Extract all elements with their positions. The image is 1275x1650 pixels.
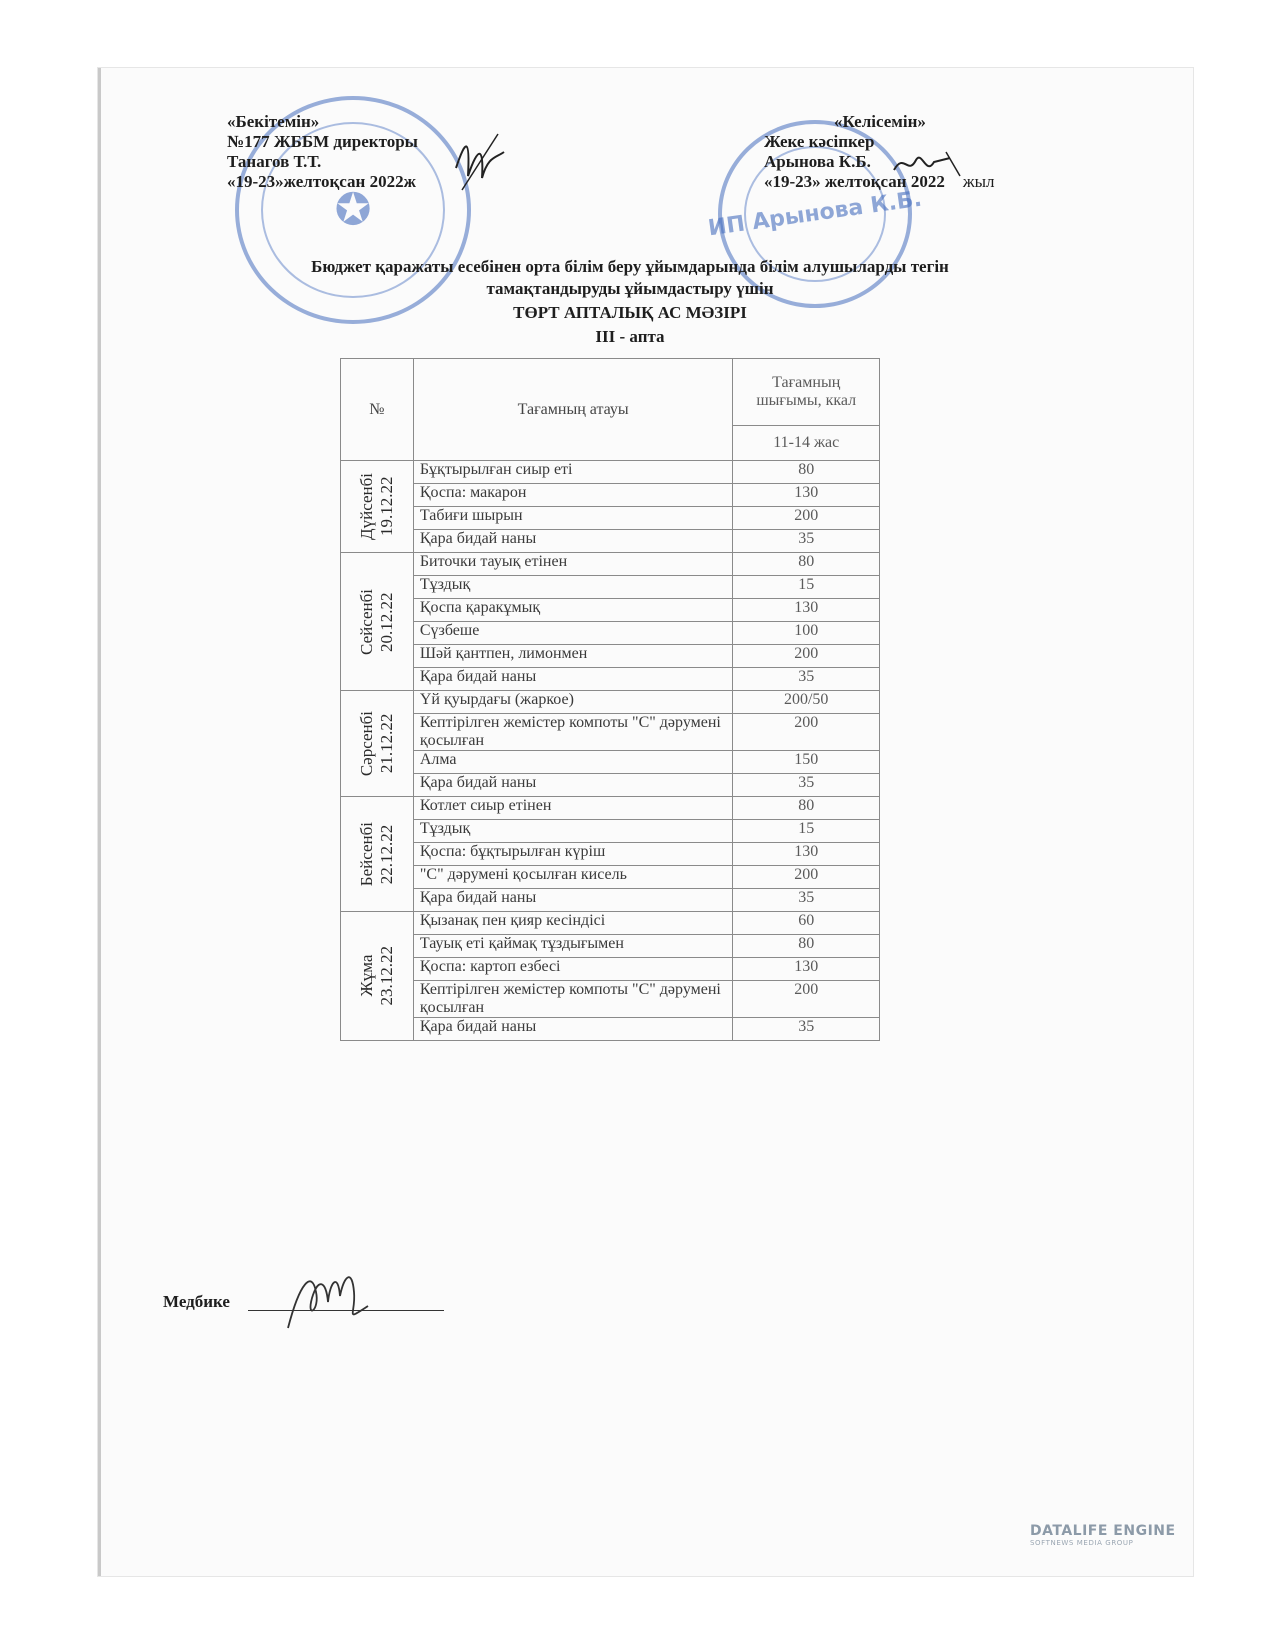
dish-name: Шәй қантпен, лимонмен [413, 645, 733, 668]
document-title: ТӨРТ АПТАЛЫҚ АС МӘЗІРІ [513, 303, 747, 322]
table-row [341, 645, 880, 668]
agree-date: «19-23» желтоқсан 2022 жыл [764, 172, 995, 191]
dish-kcal: 80 [733, 553, 880, 576]
approver-position: №177 ЖББМ директоры [227, 132, 418, 151]
dish-name: Бұқтырылған сиыр еті [413, 461, 733, 484]
day-name: Бейсенбі [356, 821, 376, 887]
heading-line-2: тамақтандыруды ұйымдастыру үшін [486, 279, 774, 298]
table-row [341, 530, 880, 553]
dish-kcal: 130 [733, 599, 880, 622]
table-row [341, 599, 880, 622]
stamp-text: ИП Арынова К.Б. [706, 186, 924, 242]
header-number: № [341, 359, 414, 461]
table-row [341, 935, 880, 958]
approval-block-left [227, 112, 418, 192]
day-cell [341, 912, 414, 1041]
day-cell [341, 553, 414, 691]
entrepreneur-signature [890, 146, 970, 186]
dish-name: Қызанақ пен қияр кесіндісі [413, 912, 733, 935]
day-cell [341, 691, 414, 797]
dish-name: Қара бидай наны [413, 889, 733, 912]
dish-kcal: 130 [733, 843, 880, 866]
dish-kcal: 15 [733, 576, 880, 599]
stamp-emblem-icon: ✪ [334, 184, 372, 236]
approve-title: «Бекітемін» [227, 112, 320, 131]
dish-name: Табиғи шырын [413, 507, 733, 530]
day-cell [341, 461, 414, 553]
table-row [341, 576, 880, 599]
table-row [341, 912, 880, 935]
header-dish-name: Тағамның атауы [413, 359, 733, 461]
table-row [341, 797, 880, 820]
day-name: Дүйсенбі [356, 473, 376, 540]
day-date: 23.12.22 [376, 946, 396, 1006]
table-row [341, 484, 880, 507]
header-yield: Тағамның шығымы, ккал [733, 359, 880, 426]
dish-name: Кептірілген жемістер компоты "С" дәрумені қосылған [413, 981, 733, 1018]
dish-name: Қоспа: макарон [413, 484, 733, 507]
dish-kcal: 200 [733, 645, 880, 668]
day-name: Жұма [356, 955, 376, 997]
table-row [341, 461, 880, 484]
watermark-subtitle: SOFTNEWS MEDIA GROUP [1030, 1539, 1134, 1547]
heading-line-1: Бюджет қаражаты есебінен орта білім беру ұйымдарында білім алушыларды тегін [311, 257, 949, 276]
dish-name: Тауық еті қаймақ тұздығымен [413, 935, 733, 958]
dish-kcal: 15 [733, 820, 880, 843]
agreer-position: Жеке кәсіпкер [764, 132, 875, 151]
approval-date: «19-23»желтоқсан 2022ж [227, 172, 416, 191]
day-cell [341, 797, 414, 912]
dish-name: "С" дәрумені қосылған кисель [413, 866, 733, 889]
approver-name: Танагов Т.Т. [227, 152, 322, 171]
day-date: 19.12.22 [376, 476, 396, 537]
table-row [341, 866, 880, 889]
dish-kcal: 35 [733, 668, 880, 691]
dish-name: Қоспа қаракұмық [413, 599, 733, 622]
table-row [341, 958, 880, 981]
day-label [357, 589, 397, 655]
dish-kcal: 200/50 [733, 691, 880, 714]
day-name: Сейсенбі [356, 588, 376, 655]
dish-kcal: 130 [733, 958, 880, 981]
watermark-title: DATALIFE ENGINE [1030, 1523, 1176, 1539]
dish-name: Қара бидай наны [413, 668, 733, 691]
dish-kcal: 60 [733, 912, 880, 935]
dish-kcal: 35 [733, 1018, 880, 1041]
dish-kcal: 35 [733, 774, 880, 797]
dish-name: Қара бидай наны [413, 1018, 733, 1041]
menu-table [340, 358, 880, 1041]
day-label [357, 822, 397, 886]
dish-name: Сүзбеше [413, 622, 733, 645]
dish-kcal: 80 [733, 797, 880, 820]
nurse-signature [282, 1262, 378, 1338]
dish-kcal: 35 [733, 530, 880, 553]
table-row [341, 714, 880, 751]
dish-name: Қоспа: бұқтырылған күріш [413, 843, 733, 866]
table-row [341, 1018, 880, 1041]
dish-name: Үй қуырдағы (жаркое) [413, 691, 733, 714]
dish-kcal: 200 [733, 981, 880, 1018]
dish-name: Тұздық [413, 576, 733, 599]
day-label [357, 946, 397, 1006]
week-label: III - апта [595, 327, 665, 346]
table-row [341, 820, 880, 843]
table-row [341, 774, 880, 797]
day-label [357, 473, 397, 540]
table-row [341, 553, 880, 576]
dish-kcal: 130 [733, 484, 880, 507]
agreer-name: Арынова К.Б. [764, 152, 871, 171]
dish-kcal: 80 [733, 461, 880, 484]
dish-kcal: 150 [733, 751, 880, 774]
day-date: 21.12.22 [376, 713, 396, 774]
agree-title: «Келісемін» [834, 112, 926, 131]
dish-name: Котлет сиыр етінен [413, 797, 733, 820]
dish-name: Кептірілген жемістер компоты "С" дәрумені қосылған [413, 714, 733, 751]
dish-name: Тұздық [413, 820, 733, 843]
table-row [341, 507, 880, 530]
dish-kcal: 200 [733, 507, 880, 530]
header-age-group: 11-14 жас [733, 426, 880, 461]
dish-name: Алма [413, 751, 733, 774]
day-name: Сәрсенбі [356, 710, 376, 777]
dish-kcal: 100 [733, 622, 880, 645]
day-date: 22.12.22 [376, 824, 396, 884]
table-row [341, 889, 880, 912]
dish-name: Қоспа: картоп езбесі [413, 958, 733, 981]
dish-kcal: 200 [733, 714, 880, 751]
table-row [341, 751, 880, 774]
table-row [341, 691, 880, 714]
dish-name: Қара бидай наны [413, 530, 733, 553]
dish-name: Биточки тауық етінен [413, 553, 733, 576]
watermark [1030, 1523, 1176, 1547]
table-row [341, 843, 880, 866]
table-row [341, 622, 880, 645]
dish-kcal: 80 [733, 935, 880, 958]
director-signature [448, 128, 508, 194]
day-date: 20.12.22 [376, 591, 396, 652]
table-row [341, 981, 880, 1018]
dish-name: Қара бидай наны [413, 774, 733, 797]
dish-kcal: 200 [733, 866, 880, 889]
dish-kcal: 35 [733, 889, 880, 912]
nurse-label: Медбике [163, 1292, 230, 1311]
table-row [341, 668, 880, 691]
day-label [357, 711, 397, 776]
